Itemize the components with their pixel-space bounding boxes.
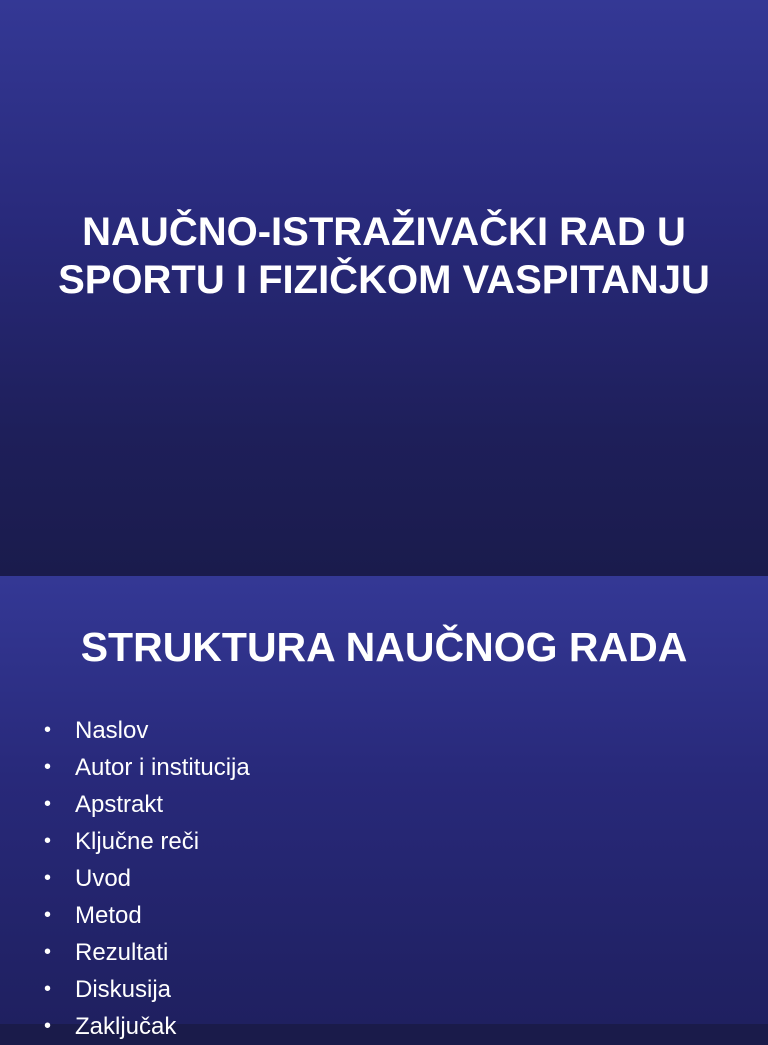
bullet-icon: • [44, 941, 52, 963]
bullet-item-rezultati [0, 934, 250, 971]
bullet-item-autor [0, 749, 250, 786]
slide-structure [0, 576, 768, 1040]
bullet-icon: • [44, 793, 52, 815]
bullet-text: Diskusija [75, 976, 172, 1003]
bullet-icon: • [44, 830, 52, 852]
bullet-item-metod [0, 897, 250, 934]
presentation-title-line-2: SPORTU I FIZIČKOM VASPITANJU [58, 258, 710, 302]
bullet-text: Metod [75, 902, 142, 929]
bullet-icon: • [44, 756, 52, 778]
bullet-list [0, 712, 250, 1045]
bullet-text: Ključne reči [75, 828, 200, 855]
bullet-item-uvod [0, 860, 250, 897]
presentation-title-line-1: NAUČNO-ISTRAŽIVAČKI RAD U [82, 210, 686, 254]
bullet-item-apstrakt [0, 786, 250, 823]
bullet-icon: • [44, 1015, 52, 1037]
bullet-icon: • [44, 719, 52, 741]
bullet-text: Autor i institucija [75, 754, 250, 781]
presentation-title [0, 208, 768, 304]
bullet-text: Uvod [75, 865, 132, 892]
bullet-text: Rezultati [75, 939, 169, 966]
bullet-text: Zaključak [75, 1013, 177, 1040]
bullet-item-naslov [0, 712, 250, 749]
bullet-icon: • [44, 904, 52, 926]
bullet-item-diskusija [0, 971, 250, 1008]
bullet-item-zakljucak [0, 1008, 250, 1045]
bullet-icon: • [44, 867, 52, 889]
bullet-icon: • [44, 978, 52, 1000]
bullet-text: Naslov [75, 717, 149, 744]
bullet-text: Apstrakt [75, 791, 164, 818]
bullet-item-kljucne-reci [0, 823, 250, 860]
slide-heading: STRUKTURA NAUČNOG RADA [80, 624, 688, 670]
